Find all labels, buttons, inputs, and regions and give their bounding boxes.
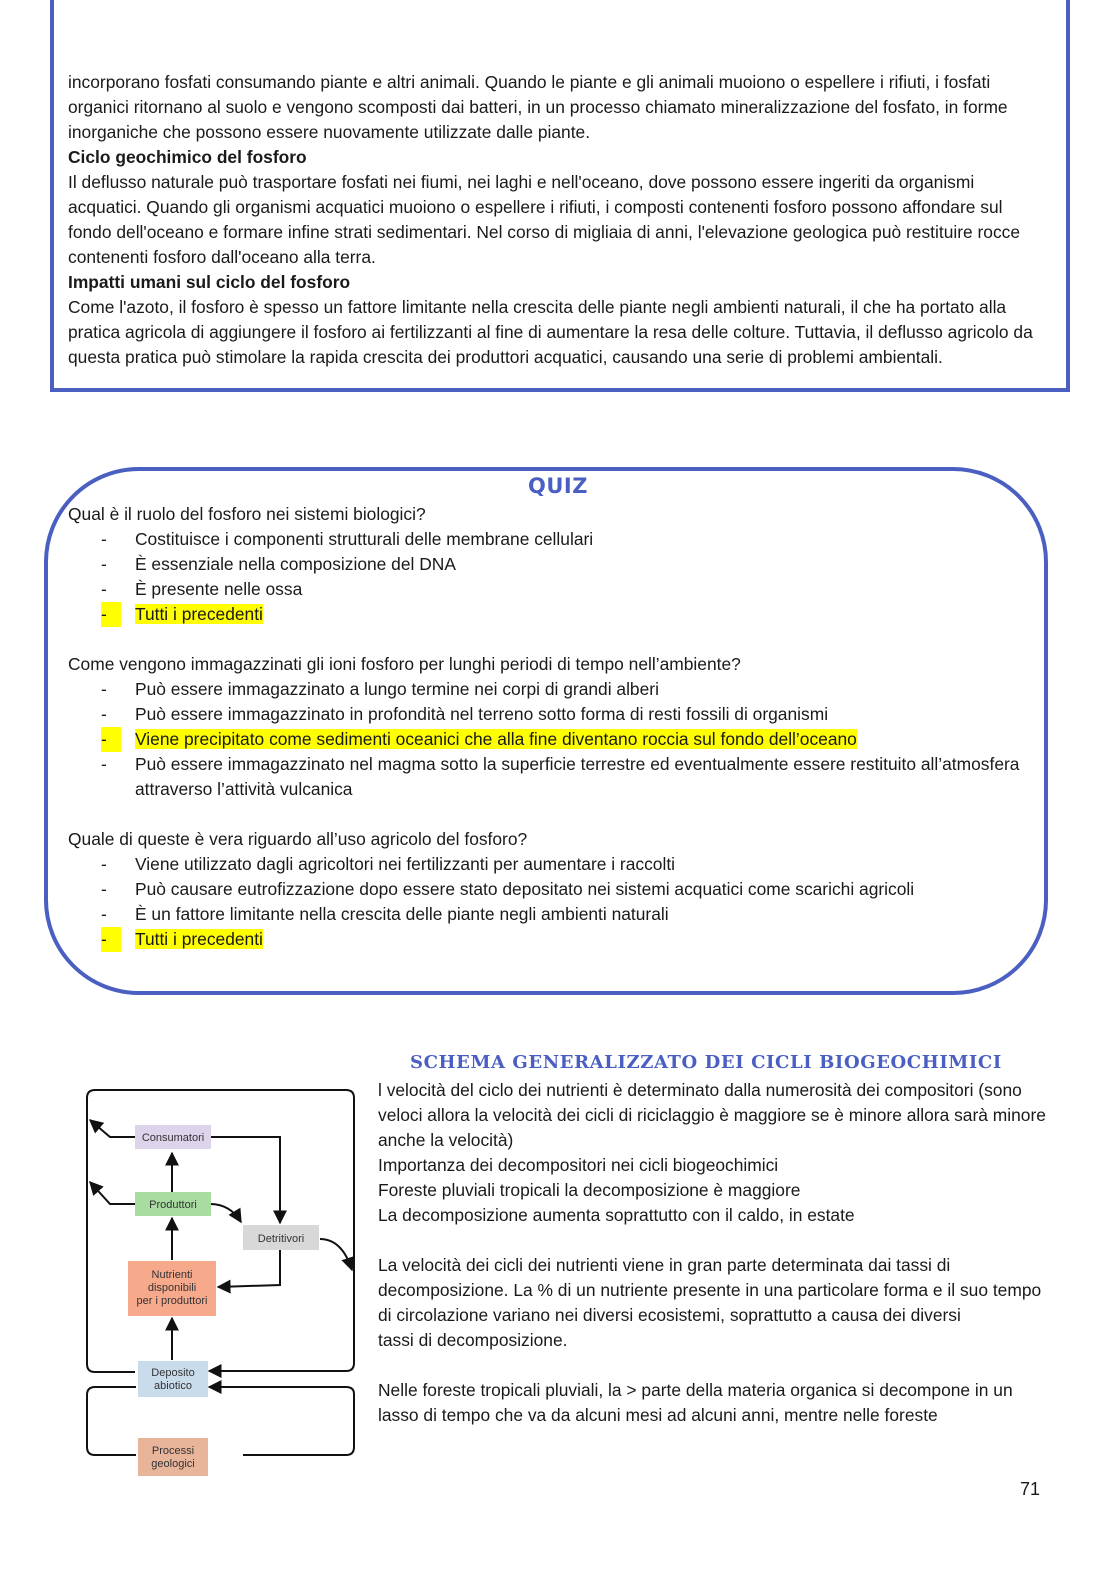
arrow-lower-loop xyxy=(209,1387,354,1455)
biogeochemical-cycle-diagram xyxy=(80,1082,360,1482)
node-processi-label-2: geologici xyxy=(151,1458,195,1470)
schema-line: l velocità del ciclo dei nutrienti è determinato dalla numerosità dei compositori (sono veloci allora la velocità dei cicli di riciclaggio è maggiore se è minore allora sarà minore anche la velocità) xyxy=(378,1080,1046,1150)
arrow-to-left-consumatori xyxy=(90,1120,135,1137)
quiz-question-2: Come vengono immagazzinati gli ioni fosforo per lunghi periodi di tempo nell’ambiente? xyxy=(68,654,741,674)
node-processi-label-1: Processi xyxy=(151,1445,195,1457)
schema-line: Foreste pluviali tropicali la decomposizione è maggiore xyxy=(378,1180,801,1200)
node-produttori-label: Produttori xyxy=(149,1199,197,1211)
arrow-to-left-produttori xyxy=(90,1182,135,1204)
schema-line: tassi di decomposizione. xyxy=(378,1330,568,1350)
quiz-title: QUIZ xyxy=(528,474,588,498)
quiz-option: - Può essere immagazzinato in profondità nel terreno sotto forma di resti fossili di organismi xyxy=(101,704,829,724)
quiz-option-correct: - Tutti i precedenti xyxy=(68,602,1028,627)
arrow-detritivori-nutrienti xyxy=(218,1249,280,1287)
arrow-lower-loop-left xyxy=(87,1387,136,1455)
quiz-question-1: Qual è il ruolo del fosforo nei sistemi biologici? xyxy=(68,504,426,524)
node-consumatori-label: Consumatori xyxy=(141,1132,205,1144)
schema-line: La decomposizione aumenta soprattutto con il caldo, in estate xyxy=(378,1205,855,1225)
node-nutrienti-label-1: Nutrienti xyxy=(151,1269,193,1281)
schema-line xyxy=(378,1353,1050,1378)
paragraph-human-impacts: Come l'azoto, il fosforo è spesso un fattore limitante nella crescita delle piante negli ambienti naturali, il che ha portato alla pratica agricola di aggiungere il fosforo ai fertilizzanti al fine di aumentare la resa delle colture. Tuttavia, il deflusso agricolo da questa pratica può stimolare la rapida crescita dei produttori acquatici, causando una serie di problemi ambientali. xyxy=(68,297,1033,367)
node-nutrienti-label-2: disponibili xyxy=(147,1282,197,1294)
schema-title: SCHEMA GENERALIZZATO DEI CICLI BIOGEOCHIMICI xyxy=(410,1052,1002,1073)
quiz-option: - Può essere immagazzinato a lungo termine nei corpi di grandi alberi xyxy=(101,679,659,699)
heading-human-impacts: Impatti umani sul ciclo del fosforo xyxy=(68,272,351,292)
quiz-option: - È presente nelle ossa xyxy=(101,579,303,599)
node-processi xyxy=(138,1438,208,1476)
top-section-text xyxy=(68,70,1048,370)
schema-line: Importanza dei decompositori nei cicli biogeochimici xyxy=(378,1155,779,1175)
quiz-question-3: Quale di queste è vera riguardo all’uso agricolo del fosforo? xyxy=(68,829,528,849)
schema-line xyxy=(378,1228,1050,1253)
node-detritivori-label: Detritivori xyxy=(257,1233,305,1245)
node-deposito-label-1: Deposito xyxy=(151,1367,195,1379)
arrow-produttori-detritivori xyxy=(210,1204,241,1222)
schema-text xyxy=(378,1078,1050,1428)
quiz-option: - Può essere immagazzinato nel magma sotto la superficie terrestre ed eventualmente essere restituito all’atmosfera attraverso l’attività vulcanica xyxy=(101,754,1020,799)
schema-line: La velocità dei cicli dei nutrienti viene in gran parte determinata dai tassi di decomposizione. La % di un nutriente presente in una particolare forma e il suo tempo di circolazione variano nei diversi ecosistemi, soprattutto a causa dei diversi xyxy=(378,1255,1042,1325)
arrow-detritivori-out xyxy=(320,1239,352,1270)
quiz-options-2 xyxy=(68,677,1028,802)
paragraph-mineralization: incorporano fosfati consumando piante e altri animali. Quando le piante e gli animali muoiono o espellere i rifiuti, i fosfati organici ritornano al suolo e vengono scomposti dai batteri, in un processo chiamato mineralizzazione del fosfato, in forme inorganiche che possono essere nuovamente utilizzate dalle piante. xyxy=(68,72,1008,142)
node-deposito-label-2: abiotico xyxy=(154,1380,192,1392)
quiz-option-correct: - Viene precipitato come sedimenti oceanici che alla fine diventano roccia sul fondo dell’oceano xyxy=(68,727,1028,752)
node-nutrienti-label-3: per i produttori xyxy=(136,1295,208,1307)
quiz-option-correct: - Tutti i precedenti xyxy=(68,927,1028,952)
arrow-consumatori-detritivori xyxy=(210,1137,280,1223)
paragraph-geochemical-cycle: Il deflusso naturale può trasportare fosfati nei fiumi, nei laghi e nell'oceano, dove possono essere ingeriti da organismi acquatici. Quando gli organismi acquatici muoiono o espellere i rifiuti, i composti contenenti fosforo possono affondare sul fondo dell'oceano e formare infine strati sedimentari. Nel corso di migliaia di anni, l'elevazione geologica può restituire rocce contenenti fosforo dall'oceano alla terra. xyxy=(68,172,1021,267)
heading-geochemical-cycle: Ciclo geochimico del fosforo xyxy=(68,147,307,167)
quiz-option: - È essenziale nella composizione del DNA xyxy=(101,554,456,574)
quiz-content xyxy=(68,502,1028,952)
quiz-option: - Costituisce i componenti strutturali delle membrane cellulari xyxy=(101,529,594,549)
page-number: 71 xyxy=(1020,1479,1041,1499)
quiz-option: - Può causare eutrofizzazione dopo essere stato depositato nei sistemi acquatici come scarichi agricoli xyxy=(101,879,915,899)
quiz-option: - Viene utilizzato dagli agricoltori nei fertilizzanti per aumentare i raccolti xyxy=(101,854,676,874)
quiz-options-3 xyxy=(68,852,1028,952)
schema-line: Nelle foreste tropicali pluviali, la > parte della materia organica si decompone in un lasso di tempo che va da alcuni mesi ad alcuni anni, mentre nelle foreste xyxy=(378,1380,1013,1425)
quiz-option: - È un fattore limitante nella crescita delle piante negli ambienti naturali xyxy=(101,904,669,924)
quiz-options-1 xyxy=(68,527,1028,627)
